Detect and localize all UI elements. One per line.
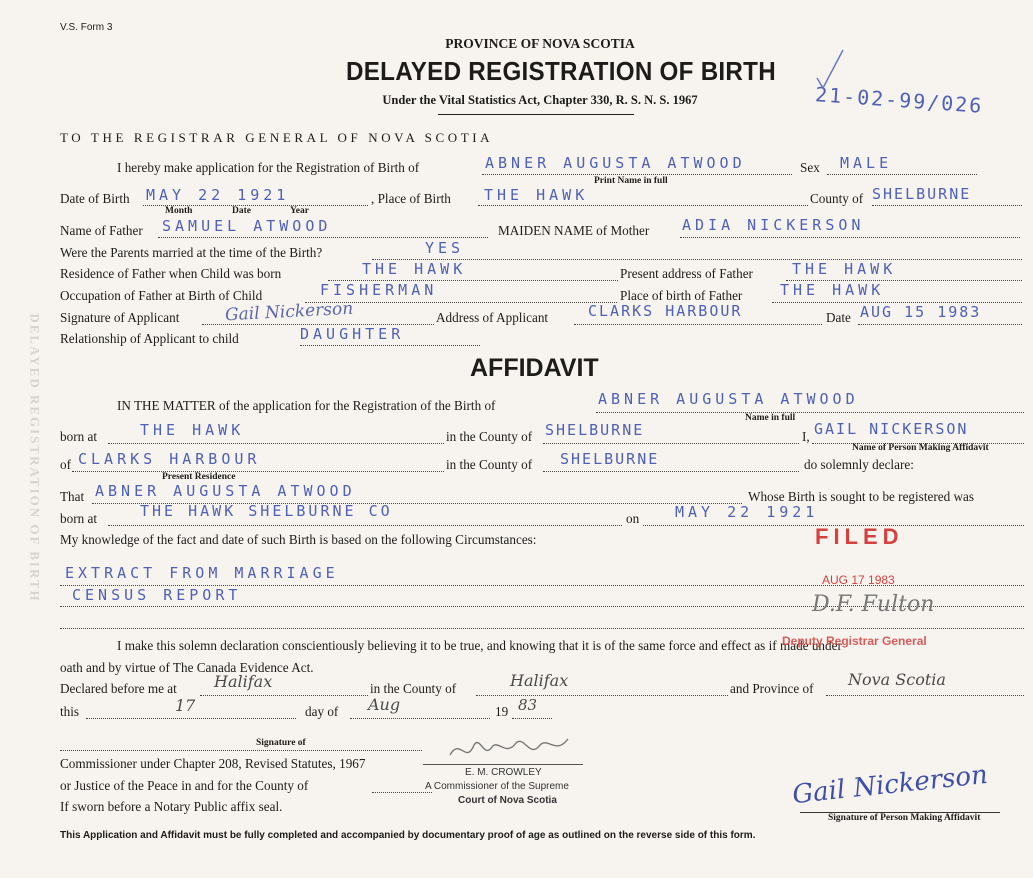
notary-line: If sworn before a Notary Public affix seal. — [60, 799, 283, 814]
born-at2-value: THE HAWK SHELBURNE CO — [140, 502, 393, 520]
form-subtitle: Under the Vital Statistics Act, Chapter 330, R. S. N. S. 1967 — [382, 93, 698, 107]
commissioner-name: E. M. CROWLEY — [465, 767, 542, 778]
i-label: I, — [802, 429, 810, 444]
filed-initials: D.F. Fulton — [812, 592, 935, 617]
circumstance-2: CENSUS REPORT — [72, 586, 242, 604]
file-number: 21-02-99/026 — [814, 82, 985, 118]
commissioner-line: Commissioner under Chapter 208, Revised Statutes, 1967 — [60, 756, 366, 771]
on-value: MAY 22 1921 — [675, 503, 819, 521]
deponent-signature: Gail Nickerson — [790, 759, 990, 811]
dob-label: Date of Birth — [60, 191, 130, 206]
deputy-registrar: Deputy Registrar General — [782, 634, 927, 648]
sex-label: Sex — [800, 160, 820, 175]
born-at2-label: born at — [60, 511, 97, 526]
commissioner-rule — [423, 764, 583, 765]
matter-text: IN THE MATTER of the application for the Registration of the Birth of — [117, 398, 496, 413]
married-label: Were the Parents married at the time of the Birth? — [60, 245, 323, 260]
that-name: ABNER AUGUSTA ATWOOD — [95, 482, 356, 500]
mother-label: MAIDEN NAME of Mother — [498, 223, 650, 238]
county1-value: SHELBURNE — [545, 421, 645, 439]
solemn-line-2: oath and by virtue of The Canada Evidence Act. — [60, 660, 314, 675]
month-value: Aug — [368, 695, 401, 714]
born-at-label: born at — [60, 429, 97, 444]
filed-date: AUG 17 1983 — [822, 573, 895, 587]
matter-name: ABNER AUGUSTA ATWOOD — [598, 390, 859, 408]
in-county-label-2: in the County of — [446, 457, 533, 472]
print-name-note: Print Name in full — [594, 176, 668, 186]
pob-value: THE HAWK — [484, 186, 589, 204]
day-of-label: day of — [305, 704, 339, 719]
title-rule — [438, 114, 634, 115]
signature-of-note: Signature of — [256, 738, 306, 748]
date-value: AUG 15 1983 — [860, 303, 982, 321]
solemn-line-1: I make this solemn declaration conscientiously believing it to be true, and knowing that it is of the same force and effect as if made under — [117, 638, 842, 653]
circumstance-1: EXTRACT FROM MARRIAGE — [65, 564, 339, 582]
sig-label: Signature of Applicant — [60, 310, 180, 325]
married-value: YES — [425, 239, 465, 257]
born-at-value: THE HAWK — [140, 421, 245, 439]
province-value: Nova Scotia — [848, 670, 946, 689]
province-label: and Province of — [730, 681, 814, 696]
father-res-label: Residence of Father when Child was born — [60, 266, 282, 281]
year-label: Year — [290, 206, 309, 216]
addr-value: CLARKS HARBOUR — [588, 302, 743, 320]
on-label: on — [626, 511, 640, 526]
commissioner-title-1: A Commissioner of the Supreme — [425, 781, 569, 792]
year-value: 83 — [518, 696, 538, 714]
of-label: of — [60, 457, 71, 472]
day-value: 17 — [175, 696, 196, 715]
registrar-line: TO THE REGISTRAR GENERAL OF NOVA SCOTIA — [60, 130, 494, 145]
province-heading: PROVINCE OF NOVA SCOTIA — [445, 36, 635, 51]
footer-note: This Application and Affidavit must be fully completed and accompanied by documentary proof of age as outlined on the reverse side of this form. — [60, 830, 756, 841]
form-id: V.S. Form 3 — [60, 22, 113, 33]
month-label: Month — [165, 206, 193, 216]
father-pob-value: THE HAWK — [780, 281, 885, 299]
knowledge-text: My knowledge of the fact and date of such Birth is based on the following Circumstances: — [60, 532, 537, 547]
county-label: County of — [810, 191, 864, 206]
form-title: DELAYED REGISTRATION OF BIRTH — [346, 56, 776, 86]
father-addr-label: Present address of Father — [620, 266, 753, 281]
intro-text: I hereby make application for the Registration of Birth of — [117, 160, 420, 175]
father-occ-value: FISHERMAN — [320, 281, 438, 299]
of-value: CLARKS HARBOUR — [78, 450, 261, 468]
in-county-label: in the County of — [446, 429, 533, 444]
filed-stamp: FILED — [815, 524, 904, 549]
year-prefix: 19 — [495, 704, 509, 719]
county-value: SHELBURNE — [872, 185, 972, 203]
dob-value: MAY 22 1921 — [146, 186, 290, 204]
county3-label: in the County of — [370, 681, 457, 696]
father-occ-label: Occupation of Father at Birth of Child — [60, 288, 263, 303]
child-name: ABNER AUGUSTA ATWOOD — [485, 154, 746, 172]
this-label: this — [60, 704, 80, 719]
commissioner-title-2: Court of Nova Scotia — [458, 795, 557, 806]
affidavit-heading: AFFIDAVIT — [470, 354, 599, 382]
declared-label: Declared before me at — [60, 681, 177, 696]
that-label: That — [60, 489, 85, 504]
applicant-signature: Gail Nickerson — [224, 298, 354, 326]
father-value: SAMUEL ATWOOD — [162, 217, 332, 235]
justice-line: or Justice of the Peace in and for the County of — [60, 778, 309, 793]
name-in-full-note: Name in full — [745, 413, 796, 423]
rel-value: DAUGHTER — [300, 325, 405, 343]
declare-text: do solemnly declare: — [804, 457, 914, 472]
county3-value: Halifax — [510, 671, 569, 690]
whose-text: Whose Birth is sought to be registered was — [748, 489, 974, 504]
father-label: Name of Father — [60, 223, 143, 238]
checkmark-icon — [815, 48, 845, 98]
deponent-sig-note: Signature of Person Making Affidavit — [828, 813, 981, 823]
sex-value: MALE — [840, 154, 893, 172]
commissioner-signature-icon — [440, 733, 590, 768]
father-addr-value: THE HAWK — [792, 260, 897, 278]
addr-label: Address of Applicant — [436, 310, 549, 325]
mother-value: ADIA NICKERSON — [682, 216, 865, 234]
side-watermark: DELAYED REGISTRATION OF BIRTH — [27, 313, 43, 603]
date-label: Date — [826, 310, 851, 325]
father-pob-label: Place of birth of Father — [620, 288, 743, 303]
deponent-name: GAIL NICKERSON — [814, 420, 969, 438]
rel-label: Relationship of Applicant to child — [60, 331, 239, 346]
person-note: Name of Person Making Affidavit — [852, 443, 989, 453]
father-res-value: THE HAWK — [362, 260, 467, 278]
present-res-note: Present Residence — [162, 472, 236, 482]
county2-value: SHELBURNE — [560, 450, 660, 468]
date-label: Date — [232, 206, 251, 216]
pob-label: , Place of Birth — [371, 191, 451, 206]
declared-place: Halifax — [214, 672, 273, 691]
